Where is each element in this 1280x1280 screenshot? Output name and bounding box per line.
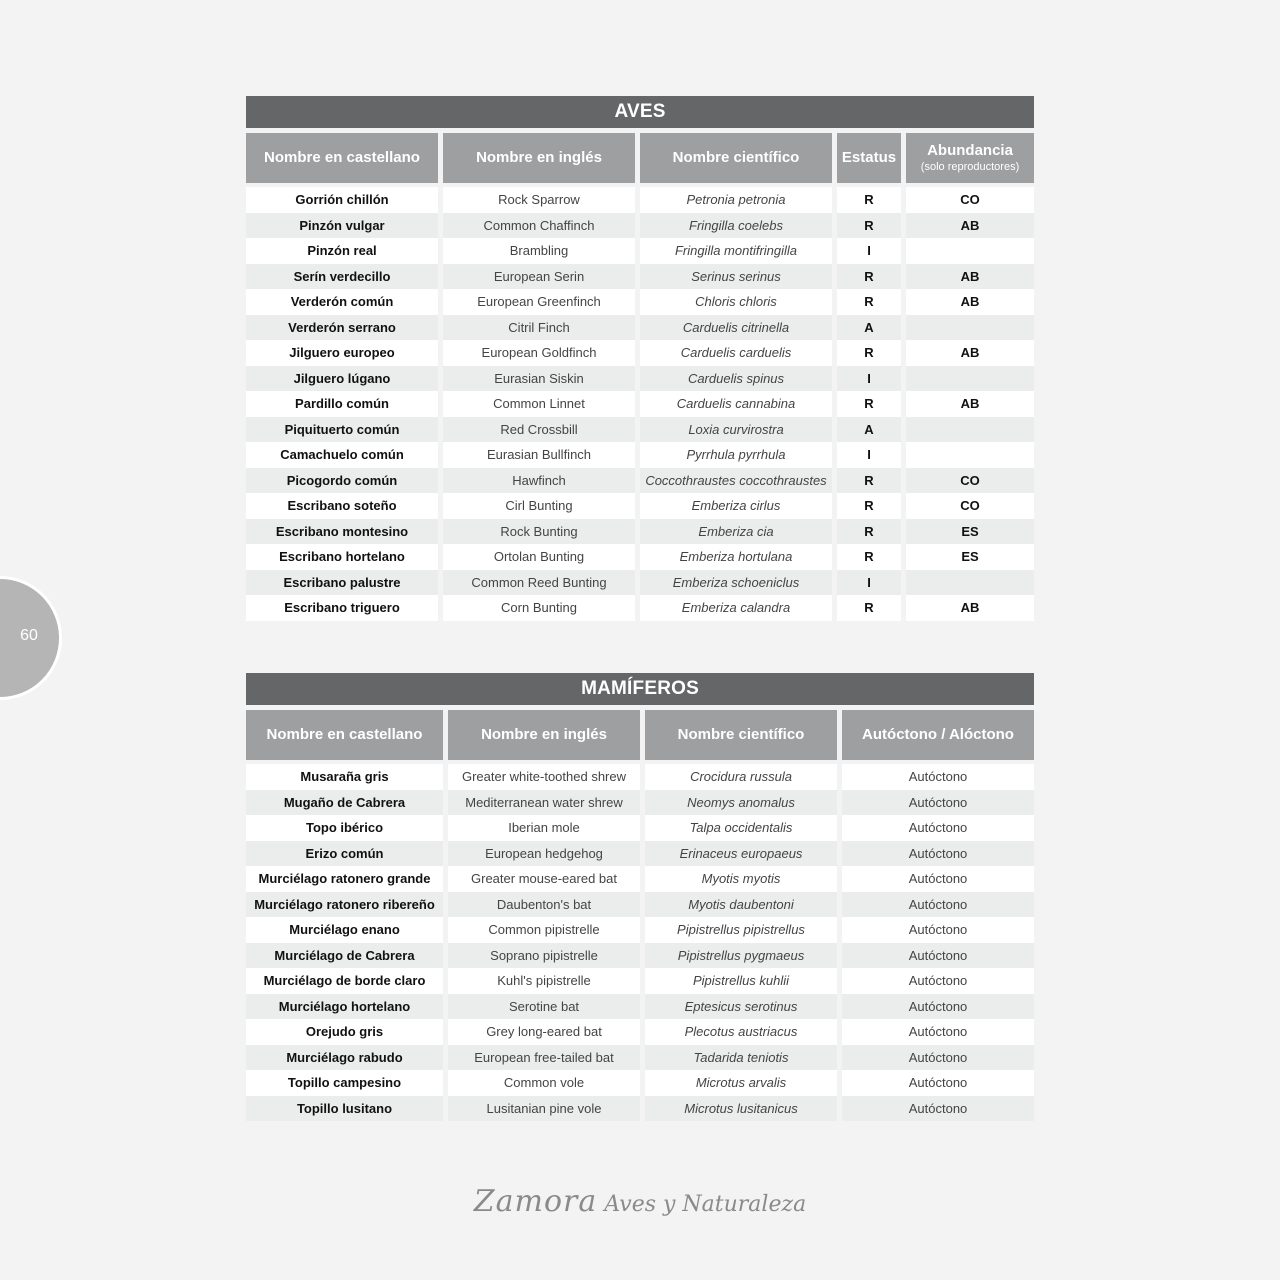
- cell-english-name: Brambling: [443, 238, 635, 264]
- table-row: [246, 238, 1034, 264]
- cell-origin: Autóctono: [842, 866, 1034, 892]
- aves-header-status: Estatus: [837, 133, 901, 183]
- cell-scientific-name: Carduelis cannabina: [640, 391, 832, 417]
- cell-english-name: European Serin: [443, 264, 635, 290]
- mam-header-en: Nombre en inglés: [448, 710, 640, 760]
- cell-scientific-name: Carduelis carduelis: [640, 340, 832, 366]
- cell-spanish-name: Escribano montesino: [246, 519, 438, 545]
- cell-status: R: [837, 340, 901, 366]
- cell-spanish-name: Musaraña gris: [246, 764, 443, 790]
- cell-spanish-name: Mugaño de Cabrera: [246, 790, 443, 816]
- cell-spanish-name: Murciélago ratonero ribereño: [246, 892, 443, 918]
- table-row: [246, 544, 1034, 570]
- cell-status: A: [837, 315, 901, 341]
- cell-abundance: [906, 417, 1034, 443]
- table-row: [246, 315, 1034, 341]
- cell-scientific-name: Myotis daubentoni: [645, 892, 837, 918]
- cell-spanish-name: Jilguero lúgano: [246, 366, 438, 392]
- cell-scientific-name: Microtus lusitanicus: [645, 1096, 837, 1122]
- cell-scientific-name: Eptesicus serotinus: [645, 994, 837, 1020]
- cell-origin: Autóctono: [842, 892, 1034, 918]
- cell-spanish-name: Escribano triguero: [246, 595, 438, 621]
- cell-spanish-name: Jilguero europeo: [246, 340, 438, 366]
- cell-abundance: [906, 238, 1034, 264]
- cell-scientific-name: Talpa occidentalis: [645, 815, 837, 841]
- table-row: [246, 493, 1034, 519]
- cell-abundance: [906, 442, 1034, 468]
- cell-spanish-name: Escribano palustre: [246, 570, 438, 596]
- cell-scientific-name: Emberiza cirlus: [640, 493, 832, 519]
- cell-english-name: Common vole: [448, 1070, 640, 1096]
- mam-header-sci: Nombre científico: [645, 710, 837, 760]
- cell-spanish-name: Murciélago de borde claro: [246, 968, 443, 994]
- cell-scientific-name: Crocidura russula: [645, 764, 837, 790]
- cell-scientific-name: Chloris chloris: [640, 289, 832, 315]
- table-row: [246, 187, 1034, 213]
- cell-english-name: European Greenfinch: [443, 289, 635, 315]
- cell-english-name: Lusitanian pine vole: [448, 1096, 640, 1122]
- cell-english-name: Ortolan Bunting: [443, 544, 635, 570]
- cell-english-name: Soprano pipistrelle: [448, 943, 640, 969]
- cell-abundance: AB: [906, 595, 1034, 621]
- cell-scientific-name: Pipistrellus kuhlii: [645, 968, 837, 994]
- cell-spanish-name: Pinzón real: [246, 238, 438, 264]
- cell-spanish-name: Topo ibérico: [246, 815, 443, 841]
- table-row: [246, 468, 1034, 494]
- footer-logo: [0, 1184, 1280, 1219]
- aves-header-abundance-label: Abundancia: [927, 142, 1013, 159]
- cell-scientific-name: Carduelis spinus: [640, 366, 832, 392]
- cell-english-name: Grey long-eared bat: [448, 1019, 640, 1045]
- cell-abundance: ES: [906, 544, 1034, 570]
- table-row: [246, 417, 1034, 443]
- aves-header-abundance: [906, 133, 1034, 183]
- table-row: [246, 790, 1034, 816]
- cell-english-name: Serotine bat: [448, 994, 640, 1020]
- aves-header-en: Nombre en inglés: [443, 133, 635, 183]
- cell-scientific-name: Pipistrellus pygmaeus: [645, 943, 837, 969]
- table-row: [246, 917, 1034, 943]
- cell-status: I: [837, 442, 901, 468]
- mamiferos-title: MAMÍFEROS: [246, 673, 1034, 705]
- cell-scientific-name: Tadarida teniotis: [645, 1045, 837, 1071]
- cell-abundance: [906, 366, 1034, 392]
- cell-status: R: [837, 213, 901, 239]
- cell-spanish-name: Escribano hortelano: [246, 544, 438, 570]
- cell-english-name: European free-tailed bat: [448, 1045, 640, 1071]
- table-row: [246, 841, 1034, 867]
- cell-spanish-name: Camachuelo común: [246, 442, 438, 468]
- mamiferos-table: [241, 673, 1039, 1121]
- cell-abundance: [906, 570, 1034, 596]
- cell-scientific-name: Serinus serinus: [640, 264, 832, 290]
- cell-spanish-name: Serín verdecillo: [246, 264, 438, 290]
- cell-status: I: [837, 570, 901, 596]
- page-number: 60: [20, 627, 38, 644]
- cell-abundance: AB: [906, 264, 1034, 290]
- table-row: [246, 1070, 1034, 1096]
- mam-header-origin: Autóctono / Alóctono: [842, 710, 1034, 760]
- cell-scientific-name: Fringilla coelebs: [640, 213, 832, 239]
- cell-english-name: Daubenton's bat: [448, 892, 640, 918]
- cell-english-name: Corn Bunting: [443, 595, 635, 621]
- table-row: [246, 595, 1034, 621]
- cell-status: R: [837, 468, 901, 494]
- cell-status: R: [837, 391, 901, 417]
- cell-status: R: [837, 187, 901, 213]
- cell-status: R: [837, 264, 901, 290]
- cell-status: R: [837, 544, 901, 570]
- footer-logo-sub: Aves y Naturaleza: [604, 1192, 807, 1217]
- cell-scientific-name: Myotis myotis: [645, 866, 837, 892]
- cell-abundance: AB: [906, 340, 1034, 366]
- cell-abundance: CO: [906, 187, 1034, 213]
- cell-spanish-name: Picogordo común: [246, 468, 438, 494]
- cell-spanish-name: Verderón serrano: [246, 315, 438, 341]
- table-row: [246, 366, 1034, 392]
- table-row: [246, 764, 1034, 790]
- cell-english-name: Cirl Bunting: [443, 493, 635, 519]
- cell-english-name: Eurasian Bullfinch: [443, 442, 635, 468]
- cell-origin: Autóctono: [842, 1096, 1034, 1122]
- aves-header-abundance-sub: (solo reproductores): [920, 161, 1020, 173]
- cell-origin: Autóctono: [842, 1070, 1034, 1096]
- cell-status: R: [837, 595, 901, 621]
- table-row: [246, 1096, 1034, 1122]
- cell-origin: Autóctono: [842, 841, 1034, 867]
- cell-scientific-name: Petronia petronia: [640, 187, 832, 213]
- cell-abundance: AB: [906, 289, 1034, 315]
- cell-english-name: Common Linnet: [443, 391, 635, 417]
- cell-abundance: CO: [906, 493, 1034, 519]
- cell-english-name: European Goldfinch: [443, 340, 635, 366]
- cell-spanish-name: Pinzón vulgar: [246, 213, 438, 239]
- cell-english-name: Hawfinch: [443, 468, 635, 494]
- cell-origin: Autóctono: [842, 943, 1034, 969]
- table-row: [246, 1045, 1034, 1071]
- cell-spanish-name: Murciélago hortelano: [246, 994, 443, 1020]
- cell-origin: Autóctono: [842, 968, 1034, 994]
- cell-scientific-name: Plecotus austriacus: [645, 1019, 837, 1045]
- cell-scientific-name: Fringilla montifringilla: [640, 238, 832, 264]
- cell-scientific-name: Emberiza schoeniclus: [640, 570, 832, 596]
- cell-english-name: Greater mouse-eared bat: [448, 866, 640, 892]
- cell-abundance: AB: [906, 213, 1034, 239]
- table-row: [246, 994, 1034, 1020]
- cell-english-name: Greater white-toothed shrew: [448, 764, 640, 790]
- cell-origin: Autóctono: [842, 994, 1034, 1020]
- footer-logo-main: Zamora: [473, 1184, 598, 1219]
- cell-scientific-name: Loxia curvirostra: [640, 417, 832, 443]
- cell-spanish-name: Verderón común: [246, 289, 438, 315]
- cell-english-name: Iberian mole: [448, 815, 640, 841]
- cell-spanish-name: Topillo lusitano: [246, 1096, 443, 1122]
- cell-scientific-name: Emberiza calandra: [640, 595, 832, 621]
- cell-status: R: [837, 519, 901, 545]
- cell-english-name: Citril Finch: [443, 315, 635, 341]
- cell-status: R: [837, 289, 901, 315]
- cell-english-name: Eurasian Siskin: [443, 366, 635, 392]
- cell-english-name: Kuhl's pipistrelle: [448, 968, 640, 994]
- cell-spanish-name: Escribano soteño: [246, 493, 438, 519]
- cell-english-name: Rock Bunting: [443, 519, 635, 545]
- cell-scientific-name: Carduelis citrinella: [640, 315, 832, 341]
- cell-spanish-name: Orejudo gris: [246, 1019, 443, 1045]
- cell-english-name: Common Chaffinch: [443, 213, 635, 239]
- table-row: [246, 391, 1034, 417]
- cell-english-name: Mediterranean water shrew: [448, 790, 640, 816]
- cell-spanish-name: Murciélago rabudo: [246, 1045, 443, 1071]
- table-row: [246, 1019, 1034, 1045]
- table-row: [246, 442, 1034, 468]
- cell-english-name: European hedgehog: [448, 841, 640, 867]
- cell-spanish-name: Murciélago de Cabrera: [246, 943, 443, 969]
- cell-english-name: Common Reed Bunting: [443, 570, 635, 596]
- cell-scientific-name: Coccothraustes coccothraustes: [640, 468, 832, 494]
- cell-scientific-name: Emberiza cia: [640, 519, 832, 545]
- cell-spanish-name: Murciélago ratonero grande: [246, 866, 443, 892]
- cell-english-name: Red Crossbill: [443, 417, 635, 443]
- table-row: [246, 815, 1034, 841]
- table-row: [246, 213, 1034, 239]
- cell-scientific-name: Microtus arvalis: [645, 1070, 837, 1096]
- cell-abundance: CO: [906, 468, 1034, 494]
- cell-status: A: [837, 417, 901, 443]
- cell-status: I: [837, 238, 901, 264]
- cell-abundance: ES: [906, 519, 1034, 545]
- cell-status: R: [837, 493, 901, 519]
- aves-table: [241, 96, 1039, 621]
- cell-origin: Autóctono: [842, 815, 1034, 841]
- table-row: [246, 943, 1034, 969]
- cell-scientific-name: Emberiza hortulana: [640, 544, 832, 570]
- cell-abundance: [906, 315, 1034, 341]
- table-row: [246, 264, 1034, 290]
- cell-abundance: AB: [906, 391, 1034, 417]
- cell-scientific-name: Neomys anomalus: [645, 790, 837, 816]
- cell-english-name: Rock Sparrow: [443, 187, 635, 213]
- table-row: [246, 968, 1034, 994]
- cell-origin: Autóctono: [842, 1045, 1034, 1071]
- cell-spanish-name: Pardillo común: [246, 391, 438, 417]
- table-row: [246, 570, 1034, 596]
- cell-spanish-name: Piquituerto común: [246, 417, 438, 443]
- table-row: [246, 866, 1034, 892]
- table-row: [246, 340, 1034, 366]
- cell-status: I: [837, 366, 901, 392]
- cell-spanish-name: Murciélago enano: [246, 917, 443, 943]
- cell-scientific-name: Pipistrellus pipistrellus: [645, 917, 837, 943]
- aves-header-sci: Nombre científico: [640, 133, 832, 183]
- aves-header-es: Nombre en castellano: [246, 133, 438, 183]
- cell-origin: Autóctono: [842, 1019, 1034, 1045]
- cell-spanish-name: Erizo común: [246, 841, 443, 867]
- cell-origin: Autóctono: [842, 917, 1034, 943]
- table-row: [246, 289, 1034, 315]
- cell-scientific-name: Pyrrhula pyrrhula: [640, 442, 832, 468]
- cell-origin: Autóctono: [842, 764, 1034, 790]
- cell-scientific-name: Erinaceus europaeus: [645, 841, 837, 867]
- cell-spanish-name: Topillo campesino: [246, 1070, 443, 1096]
- table-row: [246, 519, 1034, 545]
- cell-english-name: Common pipistrelle: [448, 917, 640, 943]
- cell-spanish-name: Gorrión chillón: [246, 187, 438, 213]
- aves-title: AVES: [246, 96, 1034, 128]
- mam-header-es: Nombre en castellano: [246, 710, 443, 760]
- cell-origin: Autóctono: [842, 790, 1034, 816]
- table-row: [246, 892, 1034, 918]
